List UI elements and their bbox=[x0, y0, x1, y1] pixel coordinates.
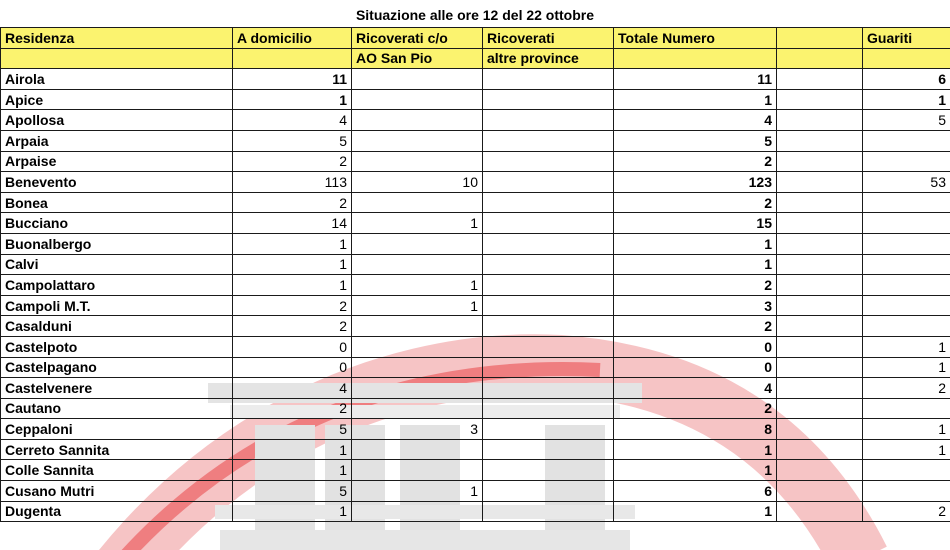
cell-totale[interactable]: 1 bbox=[614, 254, 777, 275]
cell-ricoverati-altre-province[interactable] bbox=[483, 192, 614, 213]
cell-a-domicilio[interactable]: 5 bbox=[233, 130, 352, 151]
header-cell[interactable] bbox=[863, 48, 950, 69]
cell-empty[interactable] bbox=[777, 481, 863, 502]
cell-ricoverati-altre-province[interactable] bbox=[483, 501, 614, 522]
cell-ricoverati-san-pio[interactable] bbox=[352, 460, 483, 481]
header-cell[interactable]: Residenza bbox=[1, 28, 233, 49]
cell-residenza[interactable]: Castelpoto bbox=[1, 336, 233, 357]
cell-empty[interactable] bbox=[777, 110, 863, 131]
cell-ricoverati-altre-province[interactable] bbox=[483, 89, 614, 110]
cell-ricoverati-san-pio[interactable] bbox=[352, 501, 483, 522]
cell-residenza[interactable]: Bucciano bbox=[1, 213, 233, 234]
cell-a-domicilio[interactable]: 2 bbox=[233, 316, 352, 337]
cell-totale[interactable]: 1 bbox=[614, 233, 777, 254]
cell-residenza[interactable]: Colle Sannita bbox=[1, 460, 233, 481]
cell-ricoverati-altre-province[interactable] bbox=[483, 295, 614, 316]
table-row bbox=[1, 419, 950, 440]
cell-a-domicilio[interactable]: 1 bbox=[233, 460, 352, 481]
cell-residenza[interactable]: Airola bbox=[1, 69, 233, 90]
cell-empty[interactable] bbox=[777, 501, 863, 522]
table-row bbox=[1, 110, 950, 131]
cell-empty[interactable] bbox=[777, 254, 863, 275]
header-row-2 bbox=[1, 48, 950, 69]
cell-guariti[interactable]: 1 bbox=[863, 336, 950, 357]
cell-totale[interactable]: 0 bbox=[614, 336, 777, 357]
cell-empty[interactable] bbox=[777, 295, 863, 316]
header-row-1 bbox=[1, 28, 950, 49]
cell-totale[interactable]: 11 bbox=[614, 69, 777, 90]
header-cell[interactable] bbox=[1, 48, 233, 69]
cell-guariti[interactable]: 1 bbox=[863, 89, 950, 110]
cell-ricoverati-san-pio[interactable]: 1 bbox=[352, 295, 483, 316]
cell-guariti[interactable] bbox=[863, 316, 950, 337]
cell-totale[interactable]: 5 bbox=[614, 130, 777, 151]
table-row bbox=[1, 69, 950, 90]
cell-ricoverati-san-pio[interactable] bbox=[352, 69, 483, 90]
cell-a-domicilio[interactable]: 4 bbox=[233, 110, 352, 131]
cell-ricoverati-altre-province[interactable] bbox=[483, 172, 614, 193]
cell-guariti[interactable] bbox=[863, 130, 950, 151]
cell-a-domicilio[interactable]: 0 bbox=[233, 357, 352, 378]
cell-empty[interactable] bbox=[777, 419, 863, 440]
cell-guariti[interactable] bbox=[863, 275, 950, 296]
cell-ricoverati-altre-province[interactable] bbox=[483, 275, 614, 296]
header-cell[interactable] bbox=[777, 48, 863, 69]
cell-guariti[interactable] bbox=[863, 233, 950, 254]
cell-ricoverati-altre-province[interactable] bbox=[483, 254, 614, 275]
cell-guariti[interactable]: 2 bbox=[863, 501, 950, 522]
cell-a-domicilio[interactable]: 14 bbox=[233, 213, 352, 234]
cell-a-domicilio[interactable]: 5 bbox=[233, 481, 352, 502]
cell-empty[interactable] bbox=[777, 357, 863, 378]
cell-ricoverati-san-pio[interactable]: 1 bbox=[352, 481, 483, 502]
table-row bbox=[1, 460, 950, 481]
cell-ricoverati-altre-province[interactable] bbox=[483, 378, 614, 399]
cell-totale[interactable]: 2 bbox=[614, 316, 777, 337]
cell-totale[interactable]: 1 bbox=[614, 439, 777, 460]
table-row bbox=[1, 316, 950, 337]
cell-ricoverati-altre-province[interactable] bbox=[483, 460, 614, 481]
cell-residenza[interactable]: Apice bbox=[1, 89, 233, 110]
cell-residenza[interactable]: Buonalbergo bbox=[1, 233, 233, 254]
cell-empty[interactable] bbox=[777, 89, 863, 110]
cell-ricoverati-san-pio[interactable] bbox=[352, 151, 483, 172]
cell-residenza[interactable]: Castelpagano bbox=[1, 357, 233, 378]
table-row bbox=[1, 213, 950, 234]
cell-guariti[interactable]: 1 bbox=[863, 439, 950, 460]
cell-empty[interactable] bbox=[777, 69, 863, 90]
cell-totale[interactable]: 8 bbox=[614, 419, 777, 440]
cell-empty[interactable] bbox=[777, 336, 863, 357]
cell-residenza[interactable]: Casalduni bbox=[1, 316, 233, 337]
cell-totale[interactable]: 0 bbox=[614, 357, 777, 378]
cell-ricoverati-altre-province[interactable] bbox=[483, 336, 614, 357]
header-cell[interactable]: Ricoverati bbox=[483, 28, 614, 49]
cell-a-domicilio[interactable]: 2 bbox=[233, 192, 352, 213]
cell-guariti[interactable]: 2 bbox=[863, 378, 950, 399]
cell-empty[interactable] bbox=[777, 316, 863, 337]
cell-ricoverati-san-pio[interactable] bbox=[352, 233, 483, 254]
cell-a-domicilio[interactable]: 11 bbox=[233, 69, 352, 90]
cell-ricoverati-san-pio[interactable] bbox=[352, 398, 483, 419]
header-cell[interactable]: AO San Pio bbox=[352, 48, 483, 69]
cell-totale[interactable]: 2 bbox=[614, 192, 777, 213]
cell-residenza[interactable]: Benevento bbox=[1, 172, 233, 193]
cell-a-domicilio[interactable]: 0 bbox=[233, 336, 352, 357]
cell-ricoverati-altre-province[interactable] bbox=[483, 151, 614, 172]
header-cell[interactable]: A domicilio bbox=[233, 28, 352, 49]
cell-ricoverati-san-pio[interactable] bbox=[352, 336, 483, 357]
cell-residenza[interactable]: Castelvenere bbox=[1, 378, 233, 399]
cell-guariti[interactable] bbox=[863, 398, 950, 419]
cell-totale[interactable]: 2 bbox=[614, 151, 777, 172]
cell-empty[interactable] bbox=[777, 130, 863, 151]
cell-ricoverati-san-pio[interactable]: 10 bbox=[352, 172, 483, 193]
cell-ricoverati-altre-province[interactable] bbox=[483, 357, 614, 378]
cell-ricoverati-san-pio[interactable] bbox=[352, 192, 483, 213]
cell-empty[interactable] bbox=[777, 460, 863, 481]
cell-ricoverati-altre-province[interactable] bbox=[483, 481, 614, 502]
cell-guariti[interactable]: 1 bbox=[863, 357, 950, 378]
cell-a-domicilio[interactable]: 1 bbox=[233, 275, 352, 296]
cell-totale[interactable]: 1 bbox=[614, 501, 777, 522]
table-row bbox=[1, 89, 950, 110]
cell-guariti[interactable]: 6 bbox=[863, 69, 950, 90]
cell-guariti[interactable]: 53 bbox=[863, 172, 950, 193]
cell-residenza[interactable]: Cusano Mutri bbox=[1, 481, 233, 502]
table-row bbox=[1, 254, 950, 275]
cell-ricoverati-altre-province[interactable] bbox=[483, 439, 614, 460]
cell-totale[interactable]: 123 bbox=[614, 172, 777, 193]
cell-ricoverati-altre-province[interactable] bbox=[483, 213, 614, 234]
cell-totale[interactable]: 15 bbox=[614, 213, 777, 234]
cell-a-domicilio[interactable]: 1 bbox=[233, 254, 352, 275]
table-row bbox=[1, 357, 950, 378]
cell-guariti[interactable] bbox=[863, 254, 950, 275]
cell-ricoverati-san-pio[interactable] bbox=[352, 439, 483, 460]
header-cell[interactable]: Ricoverati c/o bbox=[352, 28, 483, 49]
cell-empty[interactable] bbox=[777, 192, 863, 213]
table-row bbox=[1, 151, 950, 172]
cell-residenza[interactable]: Apollosa bbox=[1, 110, 233, 131]
cell-guariti[interactable] bbox=[863, 295, 950, 316]
cell-ricoverati-san-pio[interactable]: 3 bbox=[352, 419, 483, 440]
table-row bbox=[1, 378, 950, 399]
cell-ricoverati-san-pio[interactable] bbox=[352, 89, 483, 110]
cell-empty[interactable] bbox=[777, 275, 863, 296]
table-row bbox=[1, 336, 950, 357]
table-row bbox=[1, 275, 950, 296]
cell-a-domicilio[interactable]: 2 bbox=[233, 151, 352, 172]
cell-totale[interactable]: 4 bbox=[614, 110, 777, 131]
cell-totale[interactable]: 3 bbox=[614, 295, 777, 316]
cell-totale[interactable]: 2 bbox=[614, 398, 777, 419]
cell-ricoverati-san-pio[interactable]: 1 bbox=[352, 213, 483, 234]
cell-empty[interactable] bbox=[777, 151, 863, 172]
cell-guariti[interactable] bbox=[863, 213, 950, 234]
cell-a-domicilio[interactable]: 4 bbox=[233, 378, 352, 399]
table-row bbox=[1, 295, 950, 316]
cell-ricoverati-san-pio[interactable] bbox=[352, 110, 483, 131]
cell-ricoverati-san-pio[interactable] bbox=[352, 357, 483, 378]
data-table bbox=[0, 27, 950, 522]
header-cell[interactable] bbox=[614, 48, 777, 69]
header-cell[interactable] bbox=[777, 28, 863, 49]
cell-ricoverati-san-pio[interactable] bbox=[352, 316, 483, 337]
cell-ricoverati-altre-province[interactable] bbox=[483, 69, 614, 90]
sheet-title: Situazione alle ore 12 del 22 ottobre bbox=[355, 7, 595, 23]
cell-guariti[interactable] bbox=[863, 192, 950, 213]
cell-guariti[interactable]: 1 bbox=[863, 419, 950, 440]
table-row bbox=[1, 172, 950, 193]
table-row bbox=[1, 233, 950, 254]
cell-residenza[interactable]: Dugenta bbox=[1, 501, 233, 522]
cell-a-domicilio[interactable]: 2 bbox=[233, 295, 352, 316]
cell-empty[interactable] bbox=[777, 398, 863, 419]
cell-a-domicilio[interactable]: 1 bbox=[233, 89, 352, 110]
cell-totale[interactable]: 2 bbox=[614, 275, 777, 296]
cell-guariti[interactable] bbox=[863, 151, 950, 172]
cell-ricoverati-san-pio[interactable]: 1 bbox=[352, 275, 483, 296]
cell-a-domicilio[interactable]: 5 bbox=[233, 419, 352, 440]
table-row bbox=[1, 130, 950, 151]
table-row bbox=[1, 481, 950, 502]
cell-ricoverati-altre-province[interactable] bbox=[483, 110, 614, 131]
cell-empty[interactable] bbox=[777, 213, 863, 234]
table-row bbox=[1, 439, 950, 460]
cell-residenza[interactable]: Campoli M.T. bbox=[1, 295, 233, 316]
table-row bbox=[1, 192, 950, 213]
table-row bbox=[1, 501, 950, 522]
cell-a-domicilio[interactable]: 1 bbox=[233, 439, 352, 460]
cell-residenza[interactable]: Ceppaloni bbox=[1, 419, 233, 440]
cell-residenza[interactable]: Campolattaro bbox=[1, 275, 233, 296]
header-cell[interactable]: Guariti bbox=[863, 28, 950, 49]
cell-a-domicilio[interactable]: 2 bbox=[233, 398, 352, 419]
cell-empty[interactable] bbox=[777, 378, 863, 399]
cell-ricoverati-altre-province[interactable] bbox=[483, 398, 614, 419]
cell-ricoverati-altre-province[interactable] bbox=[483, 316, 614, 337]
cell-ricoverati-altre-province[interactable] bbox=[483, 419, 614, 440]
cell-a-domicilio[interactable]: 1 bbox=[233, 501, 352, 522]
cell-a-domicilio[interactable]: 113 bbox=[233, 172, 352, 193]
cell-residenza[interactable]: Calvi bbox=[1, 254, 233, 275]
cell-ricoverati-altre-province[interactable] bbox=[483, 130, 614, 151]
cell-empty[interactable] bbox=[777, 172, 863, 193]
cell-residenza[interactable]: Bonea bbox=[1, 192, 233, 213]
cell-totale[interactable]: 1 bbox=[614, 460, 777, 481]
cell-ricoverati-altre-province[interactable] bbox=[483, 233, 614, 254]
cell-totale[interactable]: 4 bbox=[614, 378, 777, 399]
cell-residenza[interactable]: Cautano bbox=[1, 398, 233, 419]
cell-guariti[interactable] bbox=[863, 460, 950, 481]
cell-totale[interactable]: 1 bbox=[614, 89, 777, 110]
cell-residenza[interactable]: Arpaia bbox=[1, 130, 233, 151]
cell-a-domicilio[interactable]: 1 bbox=[233, 233, 352, 254]
header-cell[interactable]: altre province bbox=[483, 48, 614, 69]
table-row bbox=[1, 398, 950, 419]
cell-ricoverati-san-pio[interactable] bbox=[352, 378, 483, 399]
cell-empty[interactable] bbox=[777, 233, 863, 254]
cell-residenza[interactable]: Cerreto Sannita bbox=[1, 439, 233, 460]
cell-guariti[interactable]: 5 bbox=[863, 110, 950, 131]
cell-residenza[interactable]: Arpaise bbox=[1, 151, 233, 172]
cell-empty[interactable] bbox=[777, 439, 863, 460]
header-cell[interactable] bbox=[233, 48, 352, 69]
cell-ricoverati-san-pio[interactable] bbox=[352, 254, 483, 275]
cell-totale[interactable]: 6 bbox=[614, 481, 777, 502]
cell-ricoverati-san-pio[interactable] bbox=[352, 130, 483, 151]
header-cell[interactable]: Totale Numero bbox=[614, 28, 777, 49]
cell-guariti[interactable] bbox=[863, 481, 950, 502]
